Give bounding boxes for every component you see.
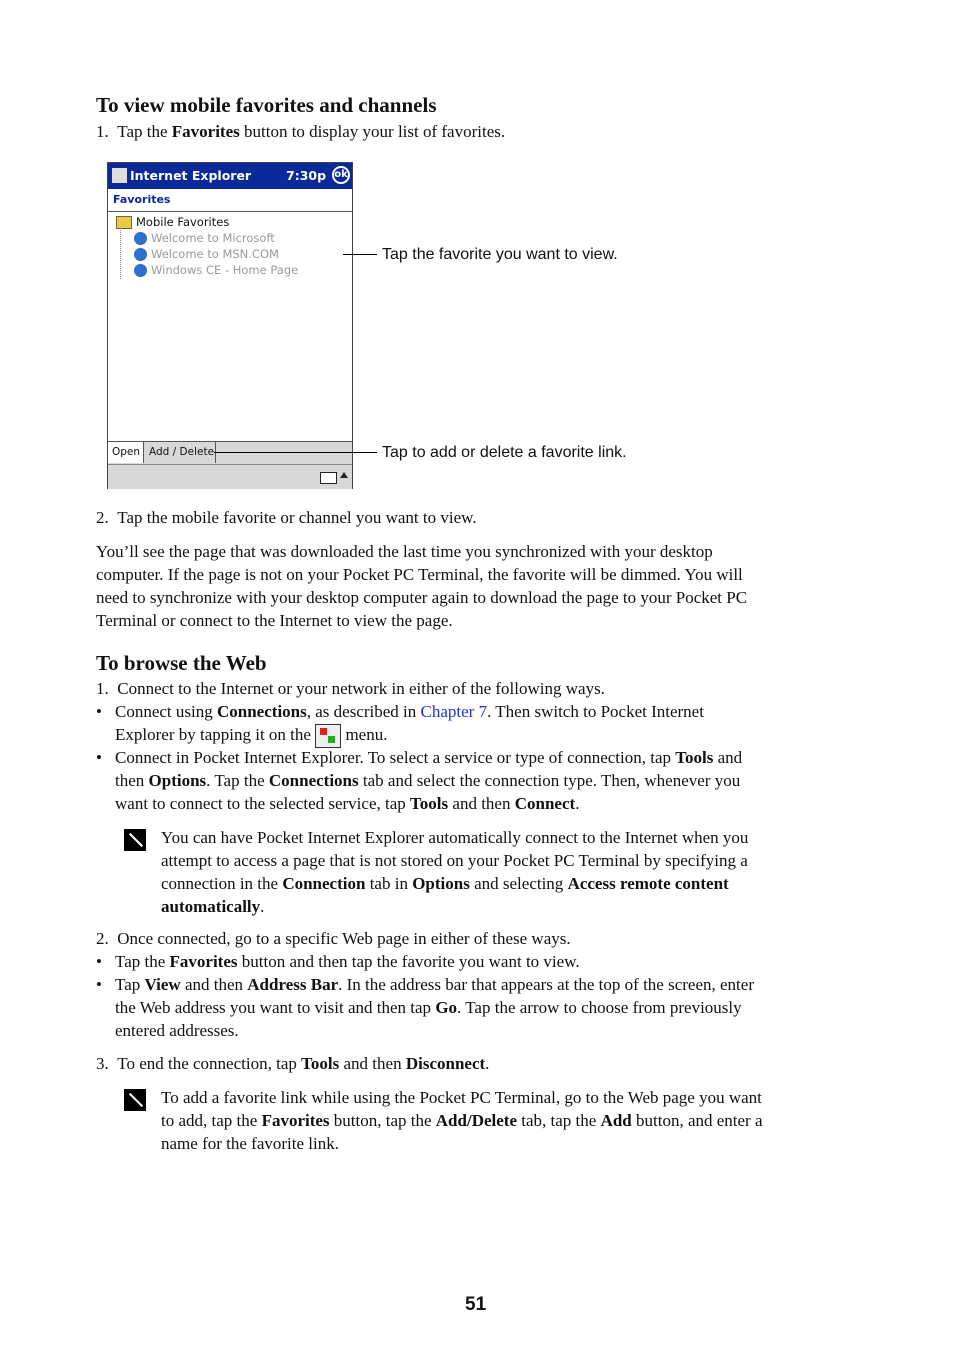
line [161, 895, 851, 918]
item-label: Welcome to Microsoft [151, 231, 275, 245]
folder-icon [116, 216, 132, 229]
step-number: 1. [96, 122, 109, 141]
step-2-browse [96, 927, 571, 950]
term: Tools [675, 748, 714, 767]
ie-page-icon [134, 264, 147, 277]
title-bar [108, 163, 352, 189]
bullet-address-bar [115, 973, 845, 1042]
text: Tap the [115, 952, 170, 971]
text: the Web address you want to visit and then tap [115, 998, 436, 1017]
text: button to display your list of favorites. [239, 122, 506, 141]
term: View [144, 975, 181, 994]
term: Tools [301, 1054, 340, 1073]
line [115, 792, 845, 815]
step-number: 1. [96, 679, 109, 698]
term: Options [412, 874, 470, 893]
text: tab and select the connection type. Then, whenever you [358, 771, 741, 790]
bullet-favorites [115, 950, 845, 973]
bullet-connections [115, 700, 845, 748]
step-number: 2. [96, 508, 109, 527]
text: button and then tap the favorite you want to view. [237, 952, 580, 971]
line [115, 769, 845, 792]
line: You’ll see the page that was downloaded the last time you synchronized with your desktop [96, 542, 713, 561]
term: Go [435, 998, 458, 1017]
ie-page-icon [134, 232, 147, 245]
text: then [115, 771, 149, 790]
pocket-pc-screenshot [107, 162, 353, 489]
bullet-connect-in-ie [115, 746, 845, 815]
text: . Then switch to Pocket Internet [487, 702, 704, 721]
text: Connect to the Internet or your network in either of the following ways. [117, 679, 605, 698]
page-number: 51 [465, 1294, 487, 1315]
step-1-browse [96, 677, 605, 700]
list-item[interactable] [134, 263, 298, 277]
line: You can have Pocket Internet Explorer automatically connect to the Internet when you [161, 828, 749, 847]
line: computer. If the page is not on your Pocket PC Terminal, the favorite will be dimmed. You will [96, 565, 743, 584]
text: Tap the mobile favorite or channel you want to view. [117, 508, 477, 527]
term-favorites: Favorites [171, 122, 240, 141]
term: Favorites [261, 1111, 330, 1130]
step-number: 2. [96, 929, 109, 948]
folder-label: Mobile Favorites [136, 215, 230, 229]
note-pen-icon [124, 1089, 146, 1111]
text: . In the address bar that appears at the top of the screen, enter [338, 975, 754, 994]
text: to add, tap the [161, 1111, 262, 1130]
item-label: Windows CE - Home Page [151, 263, 299, 277]
term: Connections [268, 771, 359, 790]
line [115, 700, 845, 723]
text: menu. [341, 725, 388, 744]
clock: 7:30p [286, 168, 327, 183]
chapter-7-link[interactable]: Chapter 7 [420, 702, 488, 721]
note-pen-icon [124, 829, 146, 851]
term: automatically [161, 897, 261, 916]
text: , as described in [306, 702, 421, 721]
text: Once connected, go to a specific Web page in either of these ways. [117, 929, 571, 948]
favorites-label: Favorites [113, 193, 171, 206]
line: name for the favorite link. [161, 1134, 339, 1153]
term: Access remote content [567, 874, 729, 893]
term: Favorites [169, 952, 238, 971]
step-1 [96, 120, 505, 143]
text: want to connect to the selected service, tap [115, 794, 411, 813]
ok-button[interactable]: ok [332, 166, 350, 184]
arrow-up-icon[interactable] [340, 472, 348, 478]
line: entered addresses. [115, 1021, 239, 1040]
term: Add/Delete [435, 1111, 517, 1130]
favorites-header [108, 189, 352, 212]
line: attempt to access a page that is not stored on your Pocket PC Terminal by specifying a [161, 851, 748, 870]
text: connection in the [161, 874, 283, 893]
tree-folder[interactable] [116, 215, 229, 229]
step-number: 3. [96, 1054, 109, 1073]
item-label: Welcome to MSN.COM [151, 247, 279, 261]
text: . [575, 794, 580, 813]
term: Tools [410, 794, 449, 813]
line: To add a favorite link while using the Pocket PC Terminal, go to the Web page you want [161, 1088, 762, 1107]
ie-page-icon [134, 248, 147, 261]
term: Connections [217, 702, 307, 721]
line: need to synchronize with your desktop computer again to download the page to your Pocket PC [96, 588, 748, 607]
text: and selecting [469, 874, 568, 893]
line [115, 950, 845, 973]
text: and [713, 748, 743, 767]
text: To end the connection, tap [117, 1054, 302, 1073]
term: Add [600, 1111, 632, 1130]
tab-open[interactable]: Open [108, 442, 144, 463]
term: Options [148, 771, 207, 790]
app-title: Internet Explorer [130, 168, 252, 183]
line [115, 746, 845, 769]
term: Connection [282, 874, 366, 893]
start-menu-icon [315, 724, 341, 748]
callout-line-view [343, 254, 377, 255]
callout-view: Tap the favorite you want to view. [382, 246, 618, 263]
step-2 [96, 506, 477, 529]
term: Disconnect [405, 1054, 486, 1073]
text: . [485, 1054, 490, 1073]
line [115, 973, 845, 996]
text: and then [180, 975, 248, 994]
note-auto-connect [161, 826, 851, 918]
line [161, 872, 851, 895]
text: tab, tap the [517, 1111, 601, 1130]
line [115, 723, 845, 748]
list-item[interactable] [134, 247, 279, 261]
text: . Tap the [206, 771, 269, 790]
heading-browse-web: To browse the Web [96, 651, 267, 675]
keyboard-icon[interactable] [320, 472, 337, 484]
text: Connect using [115, 702, 217, 721]
line [161, 1109, 851, 1132]
note-add-favorite [161, 1086, 851, 1155]
windows-flag-icon [112, 168, 127, 183]
list-item[interactable] [134, 231, 275, 245]
text: Tap [115, 975, 145, 994]
text: . [260, 897, 265, 916]
text: tab in [365, 874, 413, 893]
callout-add: Tap to add or delete a favorite link. [382, 444, 627, 461]
text: and then [448, 794, 515, 813]
step-3-browse [96, 1052, 489, 1075]
text: button, tap the [329, 1111, 436, 1130]
callout-line-add [214, 452, 377, 453]
text: . Tap the arrow to choose from previously [457, 998, 742, 1017]
tab-add-delete[interactable]: Add / Delete [145, 442, 216, 463]
text: Connect in Pocket Internet Explorer. To select a service or type of connection, tap [115, 748, 676, 767]
line: Terminal or connect to the Internet to view the page. [96, 611, 453, 630]
term: Address Bar [247, 975, 339, 994]
paragraph-dimmed [96, 540, 747, 632]
line [115, 996, 845, 1019]
text: button, and enter a [631, 1111, 763, 1130]
text: and then [339, 1054, 406, 1073]
term: Connect [514, 794, 576, 813]
text: Tap the [117, 122, 172, 141]
command-bar [108, 464, 352, 489]
text: Explorer by tapping it on the [115, 725, 316, 744]
heading-view-favorites: To view mobile favorites and channels [96, 93, 437, 117]
